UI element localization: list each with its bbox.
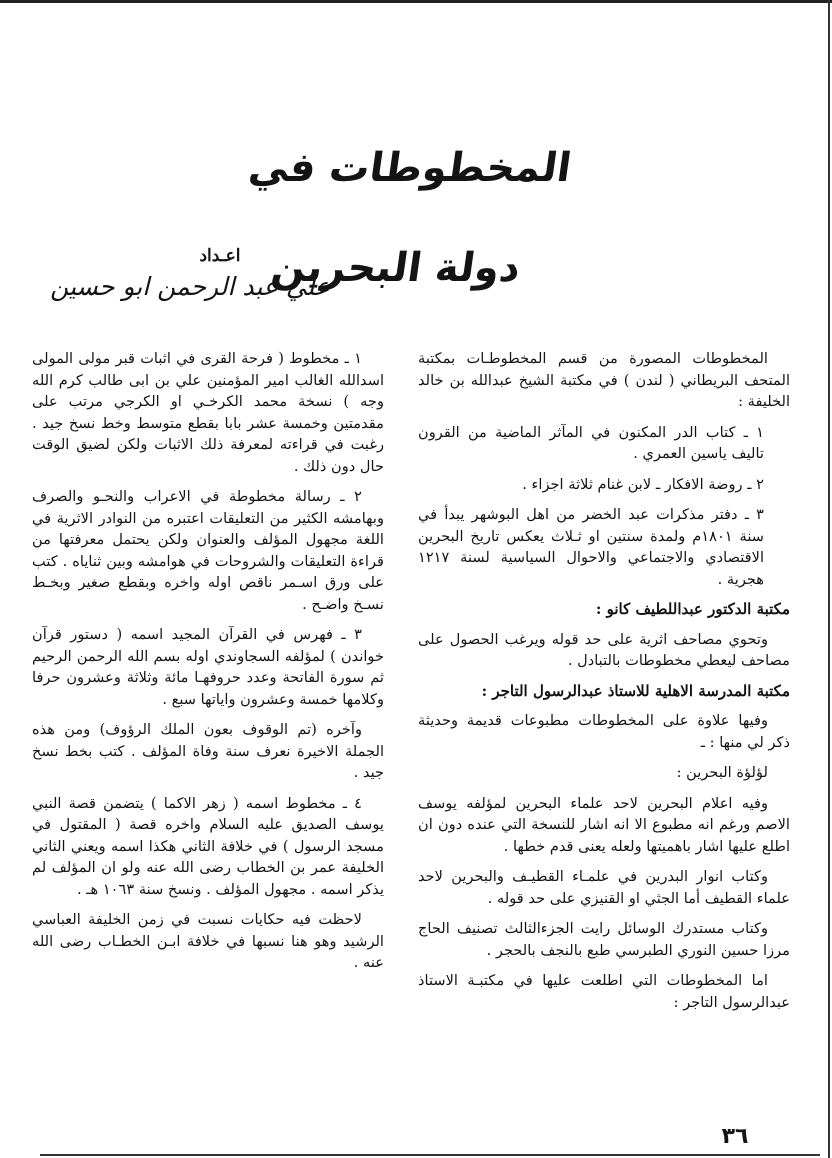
- list-item: ٣ ـ دفتر مذكرات عبد الخضر من اهل البوشهر يبدأ في سنة ١٨٠١م ولمدة سنتين او ثـلاث يعكس تاريخ البحرين الاقتصادي والاجتماعي والاحوال السياسية لسنة ١٢١٧ هجرية .: [418, 506, 764, 588]
- list-item: ٢ ـ روضة الافكار ـ لابن غنام ثلاثة اجزاء .: [522, 475, 764, 493]
- pearl-paragraph: وفيه اعلام البحرين لاحد علماء البحرين لمؤلفه يوسف الاصم ورغم انه مطبوع الا انه اشار للنسخة التي عنده دون ان اطلع عليها اشار باهميتها ولعله يعنى قدم خطها .: [418, 794, 790, 855]
- author-name: علي عبد الرحمن ابو حسين: [50, 272, 330, 301]
- closing-paragraph: اما المخطوطات التي اطلعت عليها في مكتبـة الاستاذ عبدالرسول التاجر :: [418, 972, 790, 1011]
- pearl-title: لؤلؤة البحرين :: [676, 764, 768, 781]
- anwar-paragraph: وكتاب انوار البدرين في علمـاء القطيـف والبحرين لاحد علماء القطيف أما الجثي او القنيزي على حد قوله .: [418, 868, 790, 907]
- school-library-text: وفيها علاوة على المخطوطات مطبوعات قديمة وحديثة ذكر لي منها : ـ: [418, 712, 790, 751]
- manuscript-item-1: ١ ـ مخطوط ( فرحة القرى في اثبات قبر مولى المولى اسدالله الغالب امير المؤمنين علي بن ابى طالب كرم الله وجه ) نسخة محمد الكرخـي او الكرجي مرتب على مقدمتين وخمسة عشر بابا بقطع متوسط وخط نسخ جيد . رغبت في قراءته لمعرفة ذلك الاثبات ولكن لضيق الوقت حال دون ذلك .: [32, 350, 384, 475]
- top-border-line: [0, 0, 832, 3]
- list-item: ١ ـ كتاب الدر المكنون في المآثر الماضية من القرون تاليف ياسين العمري .: [418, 423, 764, 462]
- note-paragraph: لاحظت فيه حكايات نسبت في زمن الخليفة العباسي الرشيد وهو هنا نسبها في خلافة ابـن الخطـاب رضى الله عنه .: [32, 911, 384, 971]
- prepared-by-label: اعـداد: [199, 246, 241, 266]
- manuscript-item-3-end: وآخره (تم الوقوف بعون الملك الرؤوف) ومن هذه الجملة الاخيرة نعرف سنة وفاة المؤلف . كتب بخط نسخ جيد .: [32, 721, 384, 781]
- right-text-column: [418, 348, 790, 1022]
- bottom-border-line: [40, 1154, 820, 1156]
- article-title: المخطوطات في دولة البحرين: [245, 145, 575, 291]
- kanoo-library-text: وتحوي مصاحف اثرية على حد قوله ويرغب الحصول على مصاحف ليعطي مخطوطات بالتبادل .: [418, 630, 790, 669]
- manuscript-item-4: ٤ ـ مخطوط اسمه ( زهر الاكما ) يتضمن قصة النبي يوسف الصديق عليه السلام واخره قصة ( المقتول في مسجد الرسول ) في خلافة الثاني هكذا اسمه ويعني الثاني الخليفة عمر بن الخطاب رضى الله عنه ولو ان المؤلف لم يذكر اسمه . مجهول المؤلف . ونسخ سنة ١٠٦٣ هـ .: [32, 794, 384, 898]
- school-library-heading: مكتبة المدرسة الاهلية للاستاذ عبدالرسول التاجر :: [481, 681, 790, 700]
- right-border-line: [828, 0, 830, 1158]
- kanoo-library-heading: مكتبة الدكتور عبداللطيف كانو :: [595, 600, 790, 618]
- page-number: ٣٦: [721, 1124, 749, 1149]
- mustadrak-paragraph: وكتاب مستدرك الوسائل رايت الجزءالثالث تصنيف الحاج مرزا حسين النوري الطبرسي طبع بالنجف بالحجر .: [418, 920, 790, 959]
- left-text-column: [32, 348, 384, 983]
- manuscript-item-2: ٢ ـ رسالة مخطوطة في الاعراب والنحـو والصرف وبهامشه الكثير من التعليقات اعتبره من النوادر الاثرية في اللغة مجهول المؤلف والعنوان ولكن يحتمل معرفتها من قراءة التعليقات والشروحات في هوامشه وبين ثناياه . كتب على ورق اسـمر ناقص اوله واخره وبقطع صغير وبخـط نسـخ واضـح .: [32, 488, 384, 613]
- manuscript-item-3: ٣ ـ فهرس في القرآن المجيد اسمه ( دستور قرآن خواندن ) لمؤلفه السجاوندي اوله بسم الله الرحمن الرحيم ثم سورة الفاتحة وعدد حروفهـا مائة وثلاثة وعشرون حرفا وكلامها خمسة وعشرون واياتها سبع .: [32, 626, 384, 708]
- intro-paragraph: المخطوطات المصورة من قسم المخطوطـات بمكتبة المتحف البريطاني ( لندن ) في مكتبة الشيخ عبدالله بن خالد الخليفة :: [418, 350, 790, 410]
